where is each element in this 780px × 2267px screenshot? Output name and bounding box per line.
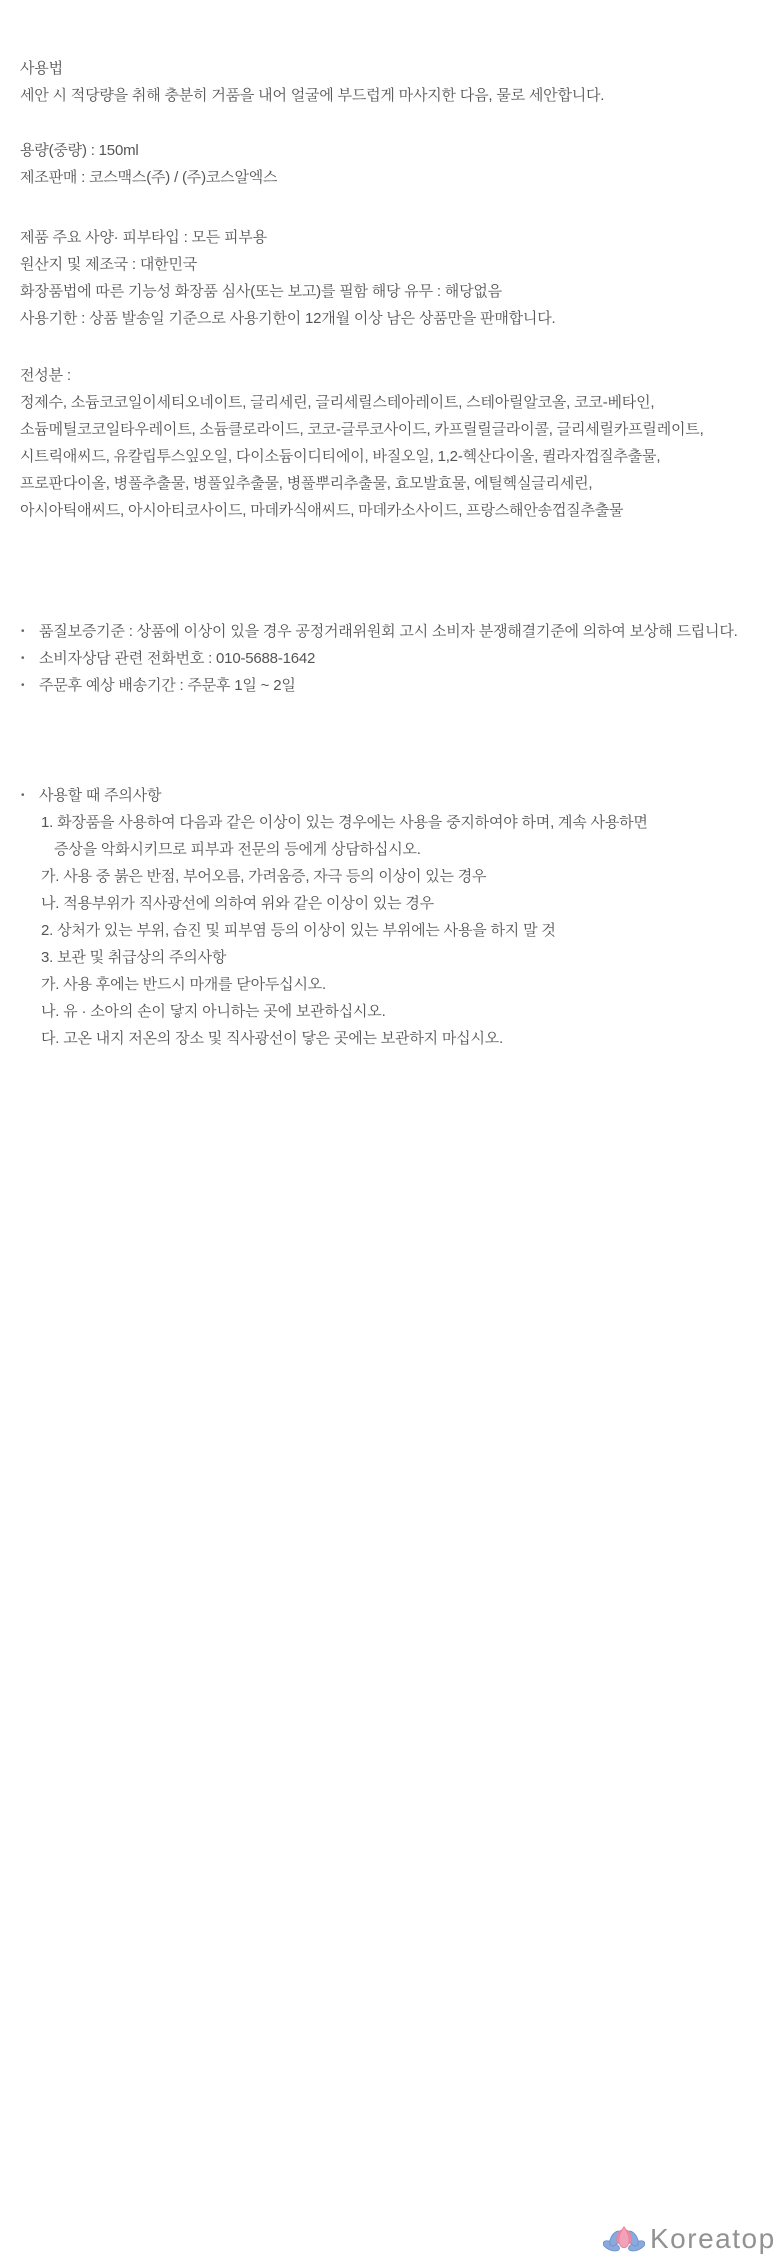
notice-text: 소비자상담 관련 전화번호 : 010-5688-1642 bbox=[39, 650, 316, 667]
caution-line: 가. 사용 중 붉은 반점, 부어오름, 가려움증, 자극 등의 이상이 있는 경우 bbox=[41, 868, 487, 885]
caution-title: 사용할 때 주의사항 bbox=[39, 787, 162, 804]
ingredients-line: 시트릭애씨드, 유칼립투스잎오일, 다이소듐이디티에이, 바질오일, 1,2-헥산다이올, 퀼라자껍질추출물, bbox=[20, 448, 661, 465]
caution-line: 나. 적용부위가 직사광선에 의하여 위와 같은 이상이 있는 경우 bbox=[41, 895, 434, 912]
notice-quality-assurance bbox=[20, 618, 748, 645]
caution-line: 나. 유 · 소아의 손이 닿지 아니하는 곳에 보관하십시오. bbox=[41, 1003, 386, 1020]
volume-line: 용량(중량) : 150ml bbox=[20, 142, 139, 159]
caution-line: 1. 화장품을 사용하여 다음과 같은 이상이 있는 경우에는 사용을 중지하여야 하며, 계속 사용하면 bbox=[41, 814, 648, 831]
bullet-icon: • bbox=[21, 680, 25, 691]
usage-body: 세안 시 적당량을 취해 충분히 거품을 내어 얼굴에 부드럽게 마사지한 다음, 물로 세안합니다. bbox=[20, 87, 605, 104]
spec-section bbox=[20, 224, 762, 332]
usage-section bbox=[20, 55, 762, 109]
lotus-icon bbox=[603, 2224, 645, 2255]
spec-origin: 원산지 및 제조국 : 대한민국 bbox=[20, 256, 198, 273]
ingredients-line: 소듐메틸코코일타우레이트, 소듐클로라이드, 코코-글루코사이드, 카프릴릴글라이콜, 글리세릴카프릴레이트, bbox=[20, 421, 704, 438]
spec-functional-review: 화장품법에 따른 기능성 화장품 심사(또는 보고)를 필함 해당 유무 : 해당없음 bbox=[20, 283, 502, 300]
caution-line: 3. 보관 및 취급상의 주의사항 bbox=[41, 949, 227, 966]
caution-section bbox=[20, 782, 762, 1052]
ingredients-line: 프로판다이올, 병풀추출물, 병풀잎추출물, 병풀뿌리추출물, 효모발효물, 에틸헥실글리세린, bbox=[20, 475, 593, 492]
volume-section bbox=[20, 137, 762, 191]
bullet-icon: • bbox=[21, 790, 25, 801]
notice-section bbox=[20, 618, 748, 699]
caution-title-row bbox=[20, 782, 762, 809]
ingredients-section bbox=[20, 362, 762, 524]
spec-expiration: 사용기한 : 상품 발송일 기준으로 사용기한이 12개월 이상 남은 상품만을 판매합니다. bbox=[20, 310, 556, 327]
spec-skin-type: 제품 주요 사양· 피부타입 : 모든 피부용 bbox=[20, 229, 267, 246]
caution-line: 다. 고온 내지 저온의 장소 및 직사광선이 닿은 곳에는 보관하지 마십시오. bbox=[41, 1030, 504, 1047]
notice-customer-phone bbox=[20, 645, 748, 672]
ingredients-line: 정제수, 소듐코코일이세티오네이트, 글리세린, 글리세릴스테아레이트, 스테아릴알코올, 코코-베타인, bbox=[20, 394, 655, 411]
caution-line-continued: 증상을 악화시키므로 피부과 전문의 등에게 상담하십시오. bbox=[54, 841, 421, 858]
notice-delivery-period bbox=[20, 672, 748, 699]
caution-line: 2. 상처가 있는 부위, 습진 및 피부염 등의 이상이 있는 부위에는 사용을 하지 말 것 bbox=[41, 922, 556, 939]
bullet-icon: • bbox=[21, 653, 25, 664]
manufacturer-line: 제조판매 : 코스맥스(주) / (주)코스알엑스 bbox=[20, 169, 278, 186]
ingredients-title: 전성분 : bbox=[20, 367, 71, 384]
koreatop-logo bbox=[603, 2222, 776, 2256]
caution-line: 가. 사용 후에는 반드시 마개를 닫아두십시오. bbox=[41, 976, 326, 993]
ingredients-line: 아시아틱애씨드, 아시아티코사이드, 마데카식애씨드, 마데카소사이드, 프랑스해안송껍질추출물 bbox=[20, 502, 624, 519]
notice-text: 주문후 예상 배송기간 : 주문후 1일 ~ 2일 bbox=[39, 677, 296, 694]
bullet-icon: • bbox=[21, 626, 25, 637]
notice-text: 품질보증기준 : 상품에 이상이 있을 경우 공정거래위원회 고시 소비자 분쟁해결기준에 의하여 보상해 드립니다. bbox=[39, 623, 738, 640]
usage-title: 사용법 bbox=[20, 60, 63, 77]
logo-text: Koreatop bbox=[650, 2223, 776, 2254]
